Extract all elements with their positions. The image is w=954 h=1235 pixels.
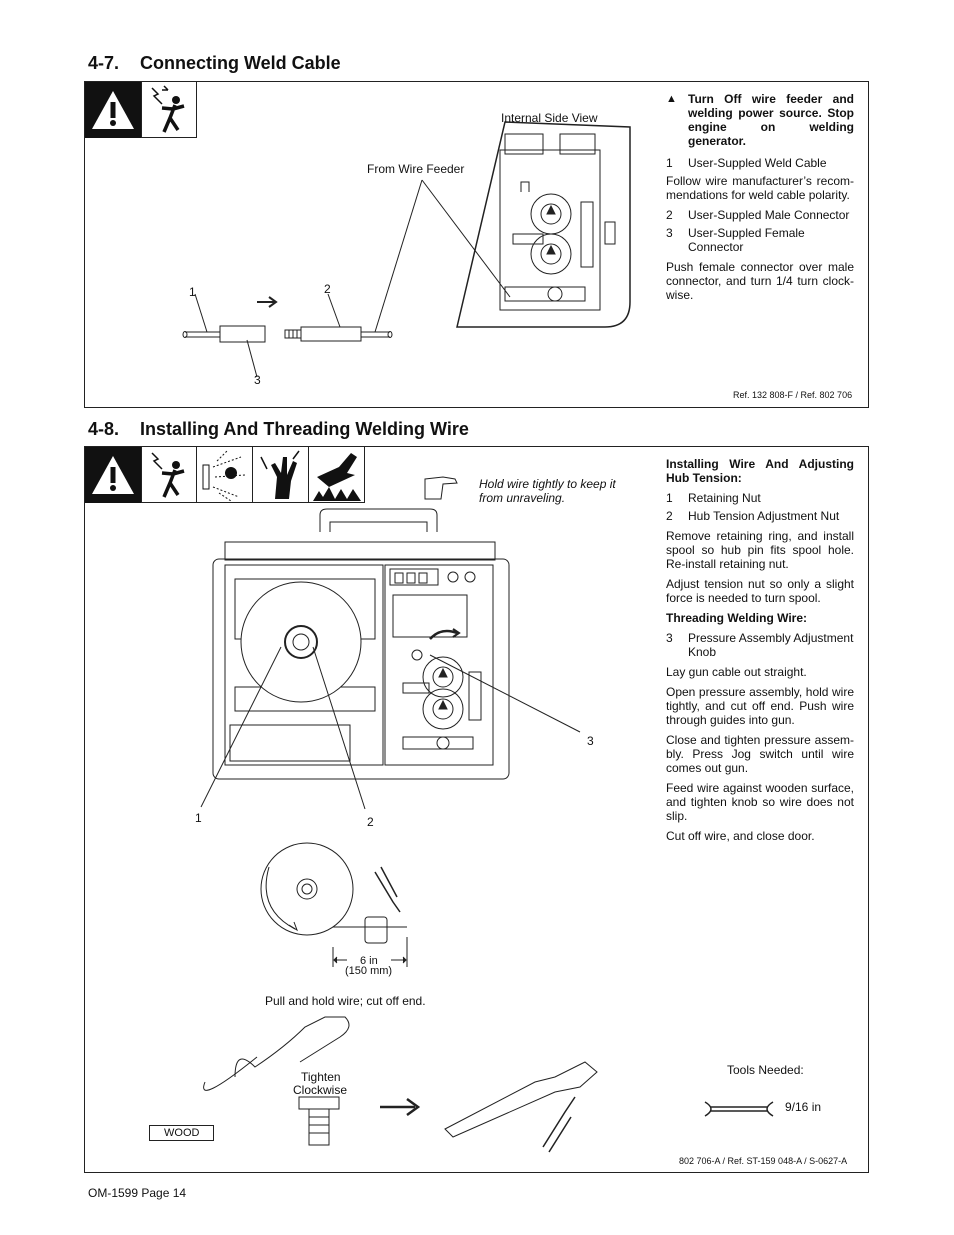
reference-number: Ref. 132 808-F / Ref. 802 706 [733,390,853,400]
from-wire-feeder-label: From Wire Feeder [367,162,465,176]
paragraph: Close and tighten pressure assem-bly. Press Jog switch until wire comes out gun. [666,733,854,775]
section-4-7-title [88,53,341,74]
section-title-text: Installing And Threading Welding Wire [140,419,469,439]
pointing-hand-icon [425,477,457,499]
dimension-6in: 6 in [360,955,378,967]
tighten-label: Tighten [301,1070,341,1084]
pull-hold-caption: Pull and hold wire; cut off end. [265,994,426,1008]
paragraph: Feed wire against wooden surface, and tighten knob so wire does not slip. [666,781,854,823]
clockwise-label: Clockwise [293,1083,348,1097]
callout-1: 1 [189,285,196,299]
tools-needed-label: Tools Needed: [727,1063,804,1077]
reference-number: 802 706-A / Ref. ST-159 048-A / S-0627-A [679,1156,848,1166]
subheading: Threading Welding Wire: [666,611,808,625]
list-item: 3 User-Suppled Female Connector [666,226,805,254]
section-number: 4-7. [88,53,120,73]
section-4-8-title [88,419,469,440]
paragraph: Cut off wire, and close door. [666,829,815,843]
callout-1: 1 [195,811,202,825]
paragraph: Adjust tension nut so only a slight force is needed to turn spool. [666,577,854,605]
section-number: 4-8. [88,419,120,439]
list-item: 1 Retaining Nut [666,491,761,505]
hold-wire-note: Hold wire tightly to keep it from unraveling. [479,477,616,505]
section-title-text: Connecting Weld Cable [140,53,341,73]
paragraph: Follow wire manufacturer’s recom-mendations for weld cable polarity. [666,174,854,202]
callout-3: 3 [254,373,261,387]
warning-text: Turn Off wire feeder and welding power source. Stop engine on welding generator. [688,92,854,148]
callout-2: 2 [324,282,331,296]
wood-label: WOOD [149,1125,214,1141]
subheading: Installing Wire And Adjusting Hub Tension: [666,457,854,485]
list-item: 2 User-Suppled Male Connector [666,208,850,222]
warning-bullet-icon: ▲ [666,93,677,105]
section-4-8-box [84,446,869,1173]
paragraph: Lay gun cable out straight. [666,665,807,679]
paragraph: Open pressure assembly, hold wire tightly, and cut off end. Push wire through guides into gun. [666,685,854,727]
callout-3: 3 [587,734,594,748]
paragraph: Remove retaining ring, and install spool so hub pin fits spool hole. Re-install retaining nut. [666,529,854,571]
section-4-7-box [84,81,869,408]
list-item: 3 Pressure Assembly Adjustment Knob [666,631,854,659]
dimension-mm: (150 mm) [345,965,393,977]
internal-side-view-label: Internal Side View [501,111,598,125]
page-footer: OM-1599 Page 14 [88,1186,187,1200]
paragraph: Push female connector over male connector, and turn 1/4 turn clock-wise. [666,260,854,302]
weld-cable-illustration [85,82,870,409]
wrench-size-label: 9/16 in [785,1100,822,1114]
list-item: 1 User-Suppled Weld Cable [666,156,827,170]
callout-2: 2 [367,815,374,829]
list-item: 2 Hub Tension Adjustment Nut [666,509,840,523]
